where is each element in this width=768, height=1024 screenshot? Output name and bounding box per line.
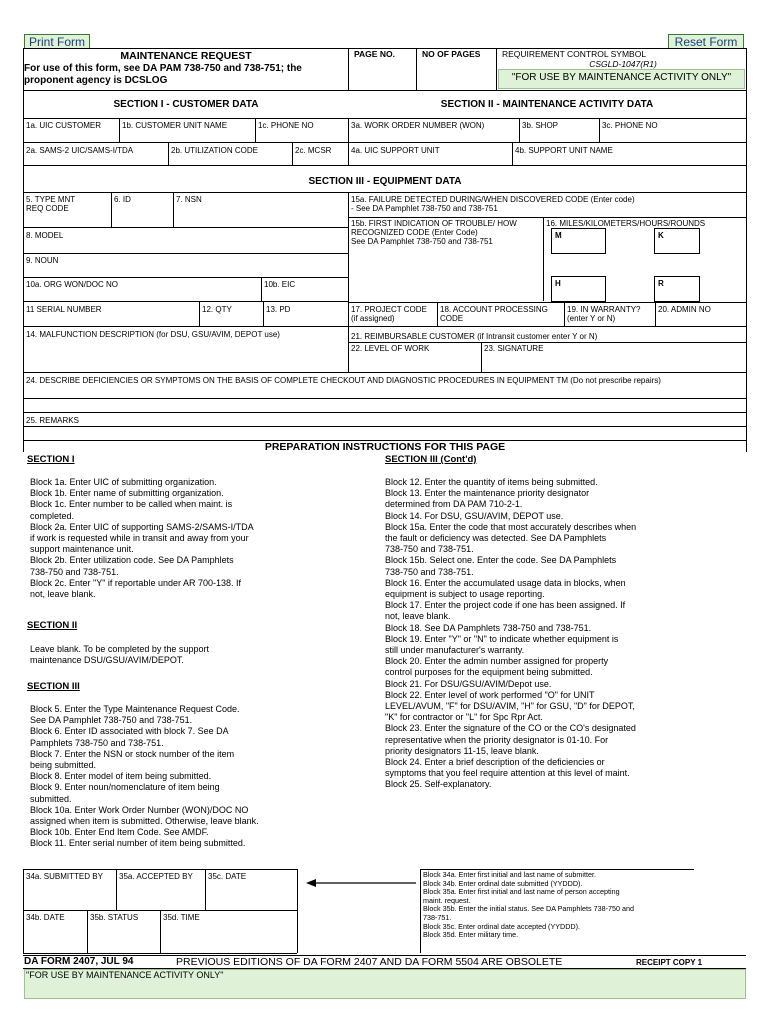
block-14-label: 14. MALFUNCTION DESCRIPTION (for DSU, GSU/AVIM, DEPOT use) — [26, 330, 280, 339]
block-16-label: 16. MILES/KILOMETERS/HOURS/ROUNDS — [546, 219, 706, 228]
block-7-label: 7. NSN — [176, 195, 202, 204]
block-5-label: 5. TYPE MNT REQ CODE — [26, 195, 76, 213]
instr-section-3-head: SECTION III — [27, 681, 80, 692]
block-18-label: 18. ACCOUNT PROCESSING CODE — [440, 305, 548, 323]
block-9-label: 9. NOUN — [26, 256, 59, 265]
section-1-title: SECTION I - CUSTOMER DATA — [113, 99, 259, 110]
form-subtitle: For use of this form, see DA PAM 738-750 and 738-751; the proponent agency is DCSLOG — [24, 63, 302, 86]
m-label: M — [555, 231, 562, 240]
rcs-code: CSGLD-1047(R1) — [589, 59, 657, 69]
block-4b-label: 4b. SUPPORT UNIT NAME — [515, 146, 613, 155]
block-2a-label: 2a. SAMS-2 UIC/SAMS-I/TDA — [26, 146, 134, 155]
block-1a-label: 1a. UIC CUSTOMER — [26, 121, 101, 130]
instr-section-3-cont-text: Block 12. Enter the quantity of items being submitted. Block 13. Enter the maintenance priority designator determined from DA PAM 710-2-1. Block 14. For DSU, GSU/AVIM, DEPOT use. Block 15a. Enter the code that most accurately describes when the fault or deficiency was detected. See DA Pamphlets 738-750 and 738-751. Block 15b. Select one. Enter the code. See DA Pamphlets 738-750 and 738-751. Block 16. Enter the accumulated usage data in blocks, when equipment is subject to usage reporting. Block 17. Enter the project code if one has been assigned. If not, leave blank. Block 18. See DA Pamphlets 738-750 and 738-751. Block 19. Enter "Y" or "N" to indicate whether equipment is still under manufacturer's warranty. Block 20. Enter the admin number assigned for property control purposes for the equipment being submitted. Block 21. For DSU/GSU/AVIM/Depot use. Block 22. Enter level of work performed "O" for UNIT LEVEL/AVUM, "F" for DSU/AVIM, "H" for GSU, "D" for DEPOT, "K" for contractor or "L" for Spc Rpr Act. Block 23. Enter the signature of the CO or the CO's designated representative when the priority designator is 01-10. For priority designators 11-15, leave blank. Block 24. Enter a brief description of the deficiencies or symptoms that you feel require attention at this level of maint. Block 25. Self-explanatory. — [385, 477, 637, 790]
instr-section-1-head: SECTION I — [27, 454, 75, 465]
form-title: MAINTENANCE REQUEST — [120, 50, 252, 62]
k-label: K — [658, 231, 664, 240]
block-22-label: 22. LEVEL OF WORK — [351, 344, 430, 353]
block-6-label: 6. ID — [114, 195, 131, 204]
instr-section-2-text: Leave blank. To be completed by the support maintenance DSU/GSU/AVIM/DEPOT. — [30, 644, 209, 666]
block-2b-label: 2b. UTILIZATION CODE — [171, 146, 258, 155]
obsolete-notice: PREVIOUS EDITIONS OF DA FORM 2407 AND DA FORM 5504 ARE OBSOLETE — [176, 956, 563, 968]
block-21-label: 21. REIMBURSABLE CUSTOMER (if Intransit customer enter Y or N) — [351, 332, 598, 341]
instr-section-3-cont-head: SECTION III (Cont'd) — [385, 454, 477, 465]
instr-section-2-head: SECTION II — [27, 620, 78, 631]
block-2c-label: 2c. MCSR — [295, 146, 332, 155]
block-10b-label: 10b. EIC — [264, 280, 296, 289]
block-12-label: 12. QTY — [202, 305, 232, 314]
block-1c-label: 1c. PHONE NO — [258, 121, 314, 130]
page-no-label: PAGE NO. — [354, 49, 395, 59]
block-24-label: 24. DESCRIBE DEFICIENCIES OR SYMPTOMS ON THE BASIS OF COMPLETE CHECKOUT AND DIAGNOSTIC PROCEDURES IN EQUIPMENT TM (Do not prescribe repairs) — [26, 376, 661, 385]
maint-only-header: "FOR USE BY MAINTENANCE ACTIVITY ONLY" — [511, 72, 732, 83]
block-8-label: 8. MODEL — [26, 231, 64, 240]
block-15a-label: 15a. FAILURE DETECTED DURING/WHEN DISCOVERED CODE (Enter code) - See DA Pamphlet 738-750 and 738-751 — [351, 195, 635, 213]
instr-section-1-text: Block 1a. Enter UIC of submitting organization. Block 1b. Enter name of submitting organization. Block 1c. Enter number to be called when maint. is completed. Block 2a. Enter UIC of supporting SAMS-2/SAMS-I/TDA if work is requested while in transit and away from your support maintenance unit. Block 2b. Enter utilization code. See DA Pamphlets 738-750 and 738-751. Block 2c. Enter "Y" if reportable under AR 700-138. If not, leave blank. — [30, 477, 254, 600]
block-35c-label: 35c. DATE — [208, 872, 247, 881]
block-19-label: 19. IN WARRANTY? (enter Y or N) — [567, 305, 641, 323]
section-3-title: SECTION III - EQUIPMENT DATA — [308, 176, 462, 187]
left-arrow-icon — [306, 877, 418, 889]
block-25-label: 25. REMARKS — [26, 416, 79, 425]
block-35a-label: 35a. ACCEPTED BY — [119, 872, 193, 881]
block-3c-label: 3c. PHONE NO — [602, 121, 658, 130]
block-20-label: 20. ADMIN NO — [658, 305, 711, 314]
block-13-label: 13. PD — [266, 305, 291, 314]
h-label: H — [555, 279, 561, 288]
print-form-button[interactable]: Print Form — [24, 34, 90, 49]
r-label: R — [658, 279, 664, 288]
section-2-title: SECTION II - MAINTENANCE ACTIVITY DATA — [440, 99, 654, 110]
reset-form-button[interactable]: Reset Form — [668, 34, 744, 49]
rcs-label: REQUIREMENT CONTROL SYMBOL — [502, 49, 647, 59]
form-id: DA FORM 2407, JUL 94 — [24, 956, 134, 967]
copy-label: RECEIPT COPY 1 — [636, 958, 703, 967]
block-23-label: 23. SIGNATURE — [484, 344, 544, 353]
block-35d-label: 35d. TIME — [163, 913, 200, 922]
block-11-label: 11 SERIAL NUMBER — [26, 305, 102, 314]
block-17-label: 17. PROJECT CODE (if assigned) — [351, 305, 427, 323]
no-of-pages-label: NO OF PAGES — [422, 49, 481, 59]
block-3a-label: 3a. WORK ORDER NUMBER (WON) — [351, 121, 485, 130]
block-4a-label: 4a. UIC SUPPORT UNIT — [351, 146, 440, 155]
instr-section-3-text: Block 5. Enter the Type Maintenance Request Code. See DA Pamphlet 738-750 and 738-751. Block 6. Enter ID associated with block 7. See DA Pamphlets 738-750 and 738-751. Block 7. Enter the NSN or stock number of the item being submitted. Block 8. Enter model of item being submitted. Block 9. Enter noun/nomenclature of item being submitted. Block 10a. Enter Work Order Number (WON)/DOC NO assigned when item is submitted. Otherwise, leave blank. Block 10b. Enter End Item Code. See AMDF. Block 11. Enter serial number of item being submitted. — [30, 704, 259, 849]
block-34b-label: 34b. DATE — [26, 913, 65, 922]
block-34a-label: 34a. SUBMITTED BY — [26, 872, 103, 881]
block-3b-label: 3b. SHOP — [522, 121, 559, 130]
block-15b-label: 15b. FIRST INDICATION OF TROUBLE/ HOW RECOGNIZED CODE (Enter Code) See DA Pamphlet 738-750 and 738-751 — [351, 219, 517, 246]
receipt-instructions: Block 34a. Enter first initial and last name of submitter. Block 34b. Enter ordinal date submitted (YYDDD). Block 35a. Enter first initial and last name of person accepting maint. request. Block 35b. Enter the initial status. See DA Pamphlets 738-750 and 738-751. Block 35c. Enter ordinal date accepted (YYDDD). Block 35d. Enter military time. — [423, 870, 634, 940]
maint-only-footer: "FOR USE BY MAINTENANCE ACTIVITY ONLY" — [26, 970, 224, 980]
block-10a-label: 10a. ORG WON/DOC NO — [26, 280, 119, 289]
block-1b-label: 1b. CUSTOMER UNIT NAME — [122, 121, 228, 130]
block-35b-label: 35b. STATUS — [90, 913, 139, 922]
instructions-title: PREPARATION INSTRUCTIONS FOR THIS PAGE — [264, 441, 506, 453]
